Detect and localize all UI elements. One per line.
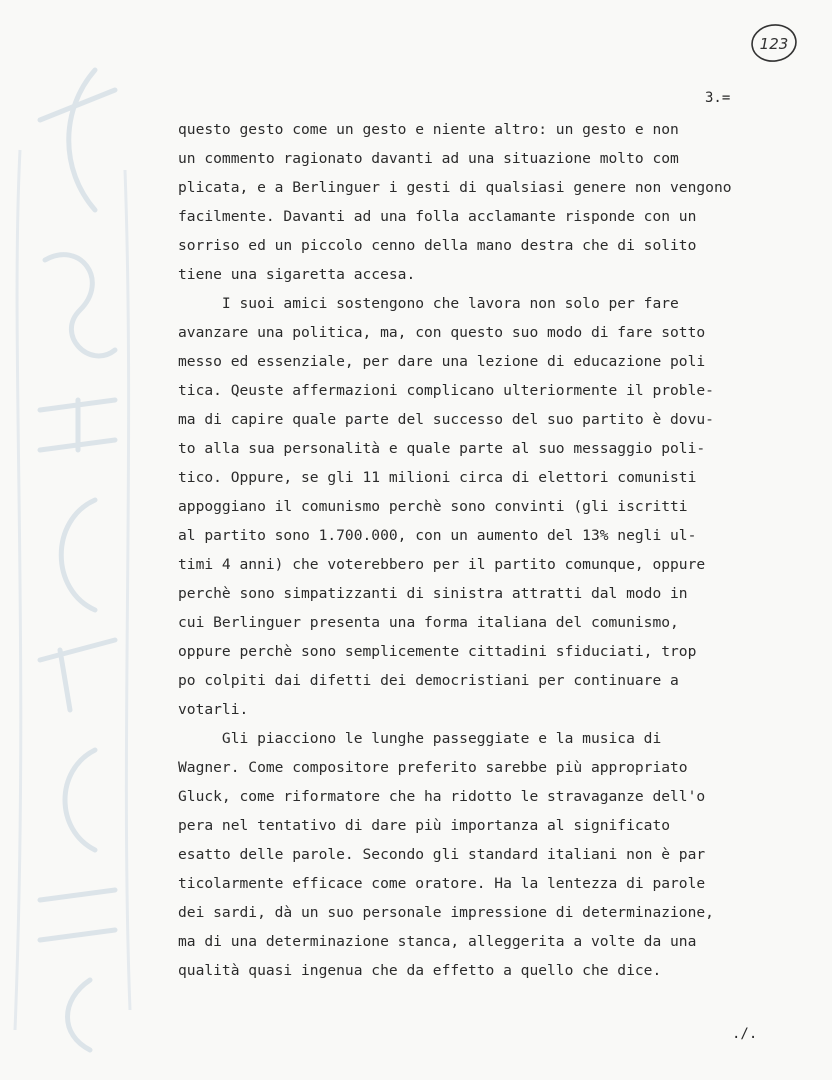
text-line: tica. Qeuste affermazioni complicano ulteriormente il proble- bbox=[178, 382, 714, 399]
text-line: ma di capire quale parte del successo del suo partito è dovu- bbox=[178, 411, 714, 428]
text-line: po colpiti dai difetti dei democristiani per continuare a bbox=[178, 672, 679, 689]
text-line: facilmente. Davanti ad una folla acclamante risponde con un bbox=[178, 208, 697, 225]
text-line: tiene una sigaretta accesa. bbox=[178, 266, 416, 283]
text-line: sorriso ed un piccolo cenno della mano destra che di solito bbox=[178, 237, 697, 254]
text-line: messo ed essenziale, per dare una lezione di educazione poli bbox=[178, 353, 706, 370]
text-line: questo gesto come un gesto e niente altro: un gesto e non bbox=[178, 121, 679, 138]
text-line: oppure perchè sono semplicemente cittadini sfiduciati, trop bbox=[178, 643, 697, 660]
text-line: I suoi amici sostengono che lavora non solo per fare bbox=[178, 295, 679, 312]
text-line: plicata, e a Berlinguer i gesti di qualsiasi genere non vengono bbox=[178, 179, 732, 196]
watermark-letterhead bbox=[0, 50, 140, 1060]
text-line: cui Berlinguer presenta una forma italiana del comunismo, bbox=[178, 614, 679, 631]
text-line: Gli piacciono le lunghe passeggiate e la musica di bbox=[178, 730, 662, 747]
text-line: ma di una determinazione stanca, alleggerita a volte da una bbox=[178, 933, 697, 950]
text-line: appoggiano il comunismo perchè sono convinti (gli iscritti bbox=[178, 498, 688, 515]
body-text bbox=[178, 115, 818, 985]
text-line: to alla sua personalità e quale parte al suo messaggio poli- bbox=[178, 440, 706, 457]
text-line: esatto delle parole. Secondo gli standard italiani non è par bbox=[178, 846, 706, 863]
text-line: tico. Oppure, se gli 11 milioni circa di elettori comunisti bbox=[178, 469, 697, 486]
text-line: votarli. bbox=[178, 701, 249, 718]
page-number: 3.= bbox=[705, 90, 731, 106]
continuation-mark: ./. bbox=[732, 1026, 758, 1042]
archive-stamp-number: 123 bbox=[759, 35, 789, 53]
text-line: timi 4 anni) che voterebbero per il partito comunque, oppure bbox=[178, 556, 706, 573]
text-line: perchè sono simpatizzanti di sinistra attratti dal modo in bbox=[178, 585, 688, 602]
text-line: dei sardi, dà un suo personale impressione di determinazione, bbox=[178, 904, 714, 921]
text-line: Gluck, come riformatore che ha ridotto le stravaganze dell'o bbox=[178, 788, 706, 805]
text-line: Wagner. Come compositore preferito sarebbe più appropriato bbox=[178, 759, 688, 776]
text-line: avanzare una politica, ma, con questo suo modo di fare sotto bbox=[178, 324, 706, 341]
text-line: al partito sono 1.700.000, con un aumento del 13% negli ul- bbox=[178, 527, 697, 544]
text-line: qualità quasi ingenua che da effetto a quello che dice. bbox=[178, 962, 662, 979]
text-line: un commento ragionato davanti ad una situazione molto com bbox=[178, 150, 679, 167]
text-line: ticolarmente efficace come oratore. Ha la lentezza di parole bbox=[178, 875, 706, 892]
text-line: pera nel tentativo di dare più importanza al significato bbox=[178, 817, 671, 834]
archive-stamp bbox=[749, 22, 799, 64]
